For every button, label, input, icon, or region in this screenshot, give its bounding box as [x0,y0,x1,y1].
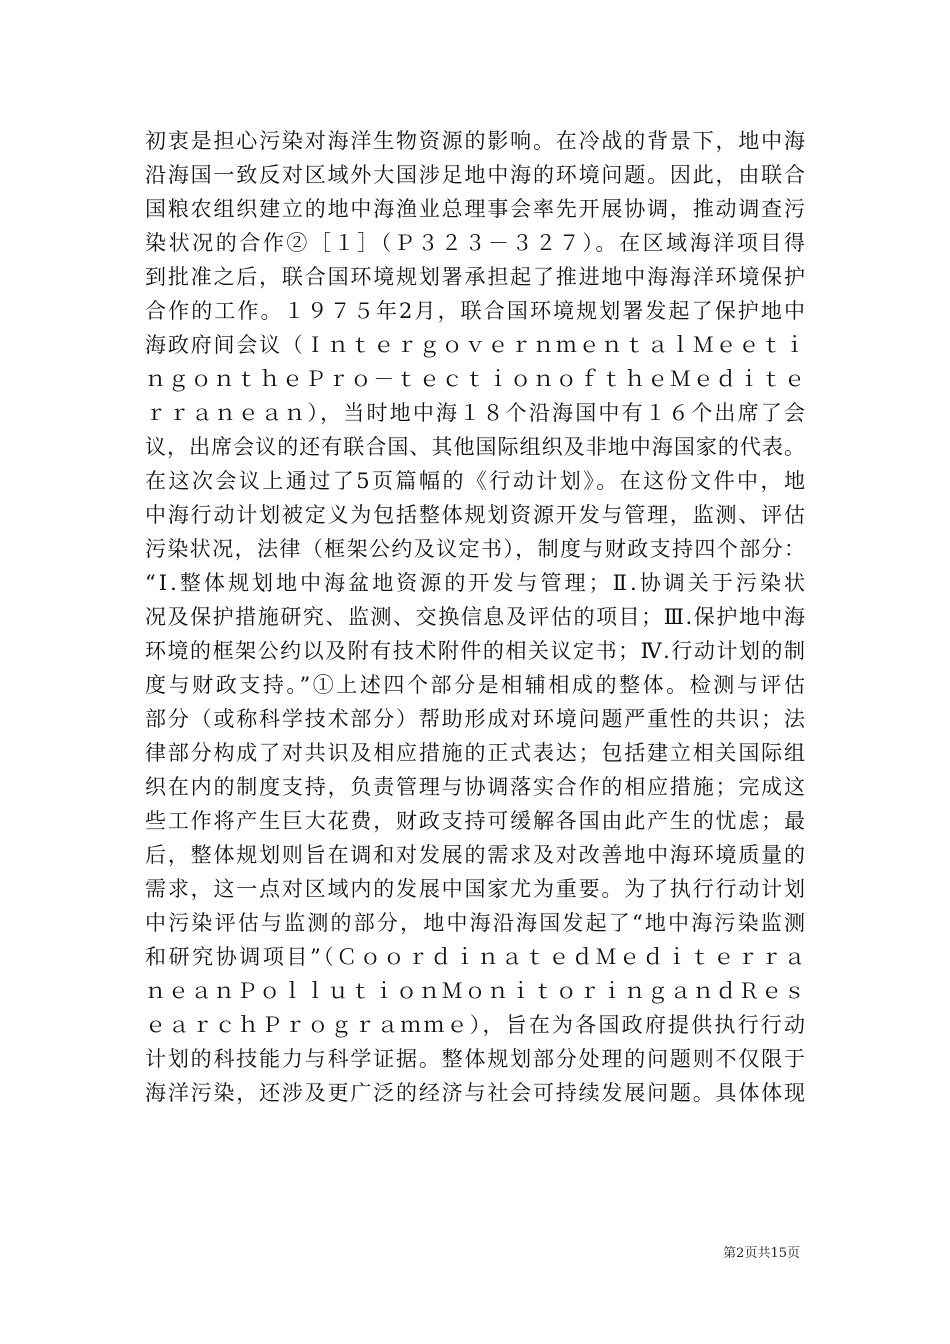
text-line-18: 部分（或称科学技术部分）帮助形成对环境问题严重性的共识；法 [145,707,805,731]
text-line-14: “Ⅰ.整体规划地中海盆地资源的开发与管理；Ⅱ.协调关于污染状 [145,571,805,595]
text-line-7: 海政府间会议（ＩｎｔｅｒｇｏｖｅｒｎｍｅｎｔａｌＭｅｅｔｉ [145,333,805,357]
text-line-19: 律部分构成了对共识及相应措施的正式表达；包括建立相关国际组 [145,741,805,765]
text-line-27: ｅａｒｃｈＰｒｏｇｒａｍｍｅ），旨在为各国政府提供执行行动 [145,1013,805,1037]
text-line-25: 和研究协调项目”（ＣｏｏｒｄｉｎａｔｅｄＭｅｄｉｔｅｒｒａ [145,945,805,969]
text-line-23: 需求，这一点对区域内的发展中国家尤为重要。为了执行行动计划 [145,877,805,901]
text-line-15: 况及保护措施研究、监测、交换信息及评估的项目；Ⅲ.保护地中海 [145,605,805,629]
text-line-28: 计划的科技能力与科学证据。整体规划部分处理的问题则不仅限于 [145,1047,805,1071]
text-line-6: 合作的工作。１９７５年2月，联合国环境规划署发起了保护地中 [145,299,805,323]
text-line-2: 沿海国一致反对区域外大国涉足地中海的环境问题。因此，由联合 [145,163,805,187]
text-line-1: 初衷是担心污染对海洋生物资源的影响。在冷战的背景下，地中海 [145,129,805,153]
text-line-8: ｎｇｏｎｔｈｅＰｒｏ－ｔｅｃｔｉｏｎｏｆｔｈｅＭｅｄｉｔｅ [145,367,805,391]
text-line-26: ｎｅａｎＰｏｌｌｕｔｉｏｎＭｏｎｉｔｏｒｉｎｇａｎｄＲｅｓ [145,979,805,1003]
text-line-12: 中海行动计划被定义为包括整体规划资源开发与管理，监测、评估 [145,503,805,527]
text-line-29: 海洋污染，还涉及更广泛的经济与社会可持续发展问题。具体体现 [145,1081,805,1105]
text-line-10: 议，出席会议的还有联合国、其他国际组织及非地中海国家的代表。 [145,435,805,459]
text-line-5: 到批准之后，联合国环境规划署承担起了推进地中海海洋环境保护 [145,265,805,289]
body-text [145,124,805,1110]
text-line-3: 国粮农组织建立的地中海渔业总理事会率先开展协调，推动调查污 [145,197,805,221]
text-line-4: 染状况的合作②［１］（Ｐ３２３－３２７）。在区域海洋项目得 [145,231,805,255]
text-line-24: 中污染评估与监测的部分，地中海沿海国发起了“地中海污染监测 [145,911,805,935]
text-line-11: 在这次会议上通过了5页篇幅的《行动计划》。在这份文件中，地 [145,469,805,493]
text-line-17: 度与财政支持。”①上述四个部分是相辅相成的整体。检测与评估 [145,673,805,697]
text-line-9: ｒｒａｎｅａｎ），当时地中海１８个沿海国中有１６个出席了会 [145,401,805,425]
text-line-21: 些工作将产生巨大花费，财政支持可缓解各国由此产生的忧虑；最 [145,809,805,833]
text-line-20: 织在内的制度支持，负责管理与协调落实合作的相应措施；完成这 [145,775,805,799]
text-line-13: 污染状况，法律（框架公约及议定书），制度与财政支持四个部分： [145,537,805,561]
text-line-16: 环境的框架公约以及附有技术附件的相关议定书；Ⅳ.行动计划的制 [145,639,805,663]
text-line-22: 后，整体规划则旨在调和对发展的需求及对改善地中海环境质量的 [145,843,805,867]
page-number-footer: 第2页共15页 [723,1246,800,1261]
